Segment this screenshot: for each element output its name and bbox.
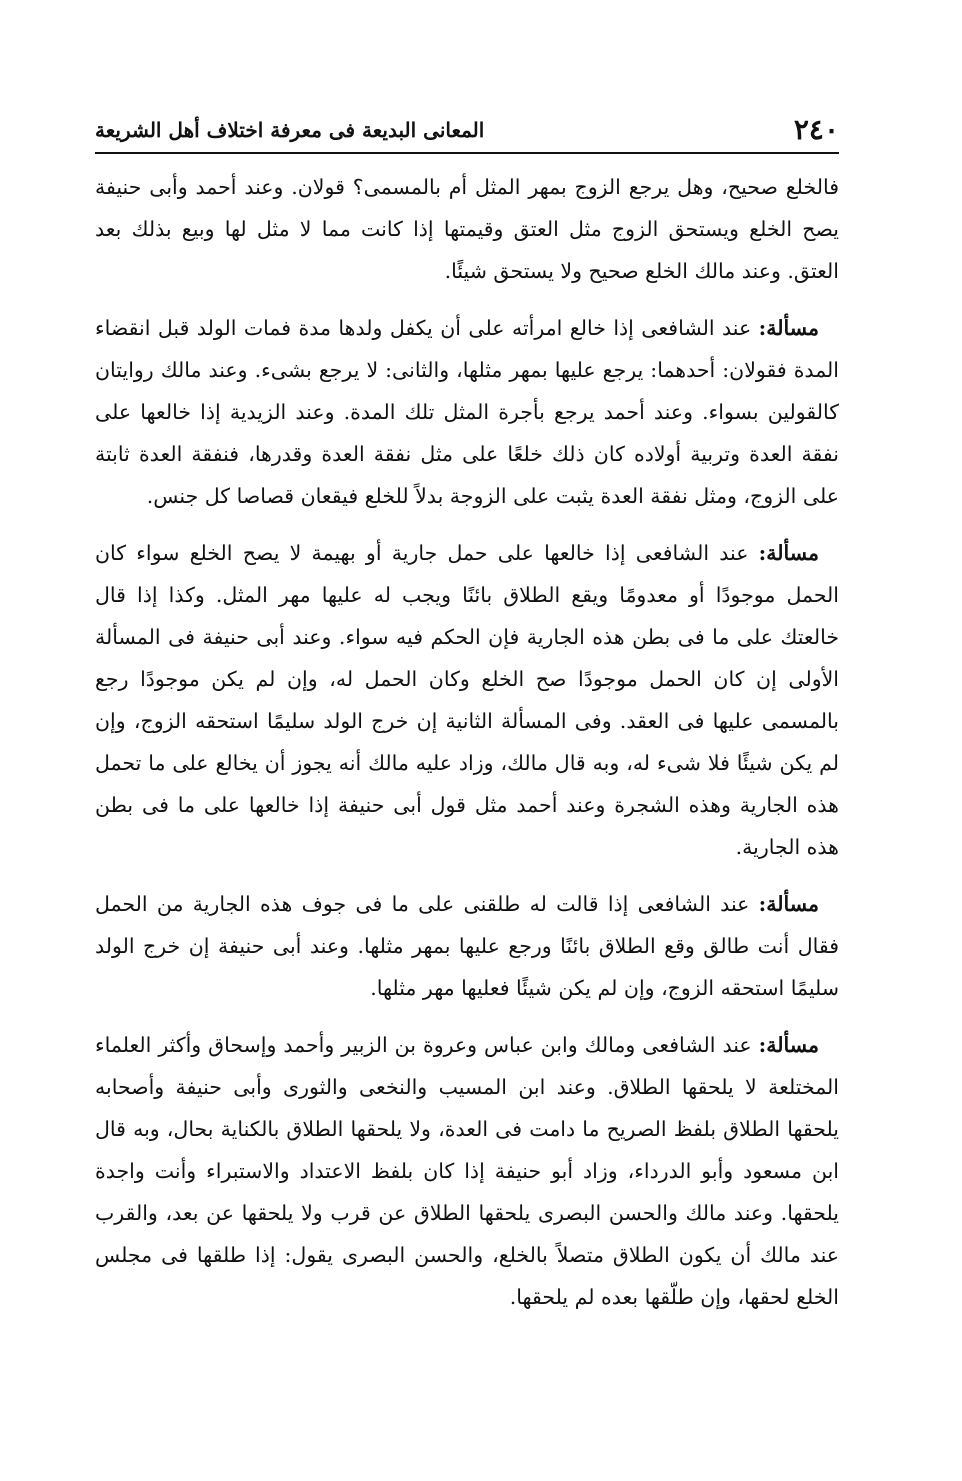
header-divider: [95, 152, 839, 154]
paragraph-text: عند الشافعى إذا قالت له طلقنى على ما فى جوف هذه الجارية من الحمل فقال أنت طالق وقع الطلاق بائنًا ورجع عليها بمهر مثلها. وعند أبى حنيفة إن خرج الولد سليمًا استحقه الزوج، وإن لم يكن شيئًا فعليها مهر مثلها.: [95, 892, 839, 1000]
issue-label: مسألة:: [758, 892, 819, 916]
issue-label: مسألة:: [758, 1033, 819, 1057]
page-header: [95, 110, 839, 150]
paragraph: [95, 166, 839, 292]
paragraph: [95, 532, 839, 868]
issue-label: مسألة:: [758, 316, 819, 340]
paragraph-text: عند الشافعى إذا خالعها على حمل جارية أو بهيمة لا يصح الخلع سواء كان الحمل موجودًا أو معدومًا ويقع الطلاق بائنًا ويجب له عليها مهر المثل. وكذا إذا قال خالعتك على ما فى بطن هذه الجارية فإن الحكم فيه سواء. وعند أبى حنيفة فى المسألة الأولى إن كان الحمل موجودًا صح الخلع وكان الحمل له، وإن لم يكن موجودًا رجع بالمسمى عليها فى العقد. وفى المسألة الثانية إن خرج الولد سليمًا استحقه الزوج، وإن لم يكن شيئًا فلا شىء له، وبه قال مالك، وزاد عليه مالك أنه يجوز أن يخالع على ما تحمل هذه الجارية وهذه الشجرة وعند أحمد مثل قول أبى حنيفة إذا خالعها على ما فى بطن هذه الجارية.: [95, 541, 839, 859]
paragraph: [95, 1024, 839, 1318]
page-number: ٢٤٠: [793, 113, 839, 146]
issue-label: مسألة:: [758, 541, 819, 565]
paragraph: [95, 307, 839, 517]
paragraph: [95, 883, 839, 1009]
running-title: المعانى البديعة فى معرفة اختلاف أهل الشريعة: [95, 118, 485, 142]
paragraph-text: عند الشافعى ومالك وابن عباس وعروة بن الزبير وأحمد وإسحاق وأكثر العلماء المختلعة لا يلحقها الطلاق. وعند ابن المسيب والنخعى والثورى وأبى حنيفة وأصحابه يلحقها الطلاق بلفظ الصريح ما دامت فى العدة، ولا يلحقها الطلاق بالكناية بحال، وبه قال ابن مسعود وأبو الدرداء، وزاد أبو حنيفة إذا كان بلفظ الاعتداد والاستبراء وأنت واجدة يلحقها. وعند مالك والحسن البصرى يلحقها الطلاق عن قرب ولا يلحقها عن بعد، والقرب عند مالك أن يكون الطلاق متصلاً بالخلع، والحسن البصرى يقول: إذا طلقها فى مجلس الخلع لحقها، وإن طلّقها بعده لم يلحقها.: [95, 1033, 839, 1309]
body-text: [95, 166, 839, 1333]
paragraph-text: فالخلع صحيح، وهل يرجع الزوج بمهر المثل أم بالمسمى؟ قولان. وعند أحمد وأبى حنيفة يصح الخلع ويستحق الزوج مثل العتق وقيمتها إذا كانت مما لا مثل لها وبيع بذلك بعد العتق. وعند مالك الخلع صحيح ولا يستحق شيئًا.: [95, 175, 839, 283]
paragraph-text: عند الشافعى إذا خالع امرأته على أن يكفل ولدها مدة فمات الولد قبل انقضاء المدة فقولان: أحدهما: يرجع عليها بمهر مثلها، والثانى: لا يرجع بشىء. وعند مالك روايتان كالقولين بسواء. وعند أحمد يرجع بأجرة المثل تلك المدة. وعند الزيدية إذا خالعها على نفقة العدة وتربية أولاده كان ذلك خلعًا على مثل نفقة العدة وقدرها، فنفقة العدة ثابتة على الزوج، ومثل نفقة العدة يثبت على الزوجة بدلاً للخلع فيقعان قصاصا كل جنس.: [95, 316, 839, 508]
